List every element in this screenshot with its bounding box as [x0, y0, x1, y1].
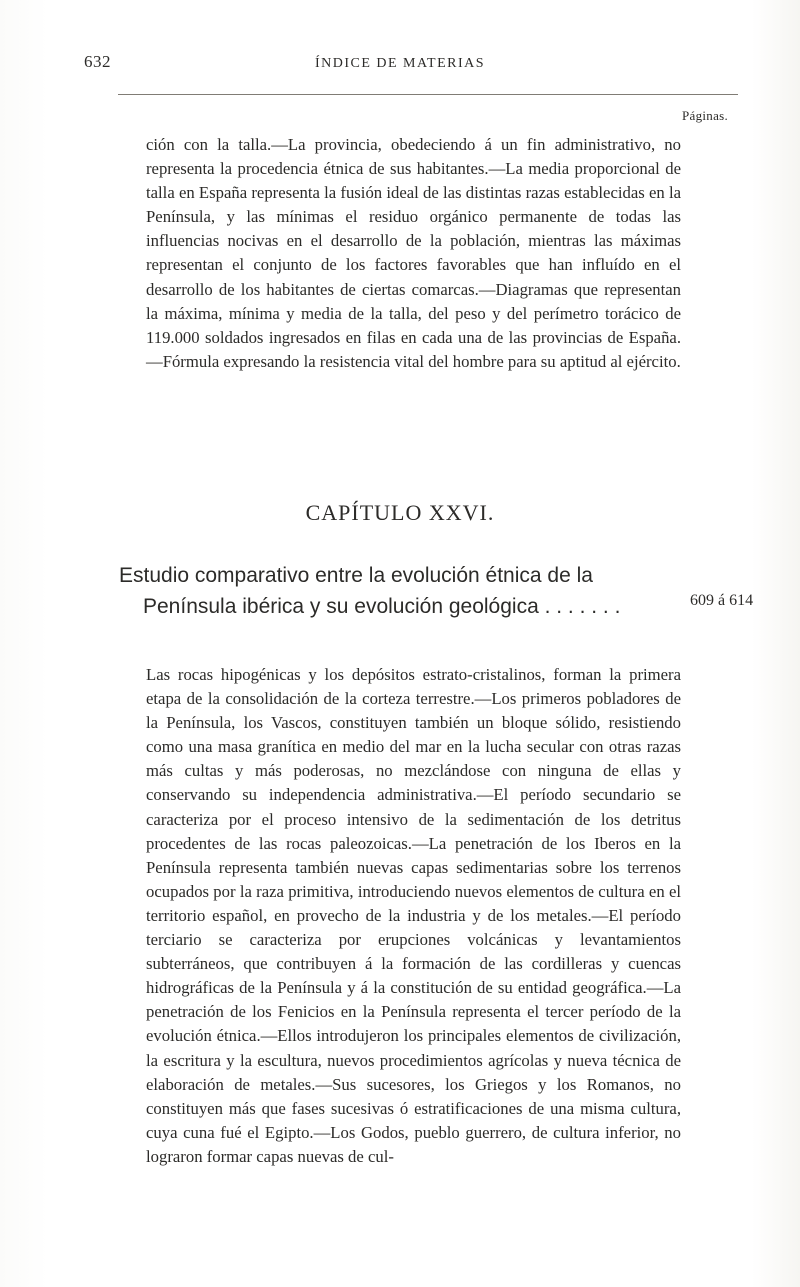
section-title-line-2: Península ibérica y su evolución geológica . . . . . . .: [143, 595, 621, 618]
chapter-title: CAPÍTULO XXVI.: [305, 500, 495, 525]
section-page-range: 609 á 614: [690, 592, 754, 609]
section-title: [119, 560, 679, 622]
continuation-paragraph: ción con la talla.—La provincia, obedeciendo á un fin administrativo, no representa la procedencia étnica de sus habitantes.—La media proporcional de talla en España representa la fusión ideal de las distintas razas establecidas en la Península, y las mínimas el residuo orgánico permanente de todas las influencias nocivas en el desarrollo de la población, mientras las máximas representan el conjunto de los factores favorables que han influído en el desarrollo de los habitantes de ciertas comarcas.—Diagramas que representan la máxima, mínima y media de la talla, del peso y del perímetro torácico de 119.000 soldados ingresados en filas en cada una de las provincias de España.—Fórmula expresando la resistencia vital del hombre para su aptitud al ejército.: [146, 135, 681, 371]
page-number: 632: [84, 52, 111, 71]
pages-column-label: Páginas.: [682, 108, 729, 123]
running-head: ÍNDICE DE MATERIAS: [314, 56, 486, 71]
header-rule: [118, 94, 738, 95]
section-title-line-1: Estudio comparativo entre la evolución étnica de la: [119, 564, 593, 587]
chapter-summary-paragraph: Las rocas hipogénicas y los depósitos estrato-cristalinos, forman la primera etapa de la consolidación de la corteza terrestre.—Los primeros pobladores de la Península, los Vascos, constituyen también un bloque sólido, resistiendo como una masa granítica en medio del mar en la lucha secular con otras razas más cultas y más poderosas, no mezclándose con ninguna de ellas y conservando su independencia administrativa.—El período secundario se caracteriza por el proceso intensivo de la sedimentación de los detritus procedentes de las rocas paleozoicas.—La penetración de los Iberos en la Península representa también nuevas capas sedimentarias sobre los terrenos ocupados por la raza primitiva, introduciendo nuevos elementos de cultura en el territorio español, en provecho de la industria y de los metales.—El período terciario se caracteriza por erupciones volcánicas y levantamientos subterráneos, que contribuyen á la formación de las cordilleras y cuencas hidrográficas de la Península y á la constitución de su entidad geográfica.—La penetración de los Fenicios en la Península representa el tercer período de la evolución étnica.—Ellos introdujeron los principales elementos de civilización, la escritura y la escultura, nuevos procedimientos agrícolas y nueva técnica de elaboración de metales.—Sus sucesores, los Griegos y los Romanos, no constituyen más que fases sucesivas ó estratificaciones de una misma cultura, cuya cuna fué el Egipto.—Los Godos, pueblo guerrero, de cultura inferior, no lograron formar capas nuevas de cul-: [146, 665, 681, 1166]
